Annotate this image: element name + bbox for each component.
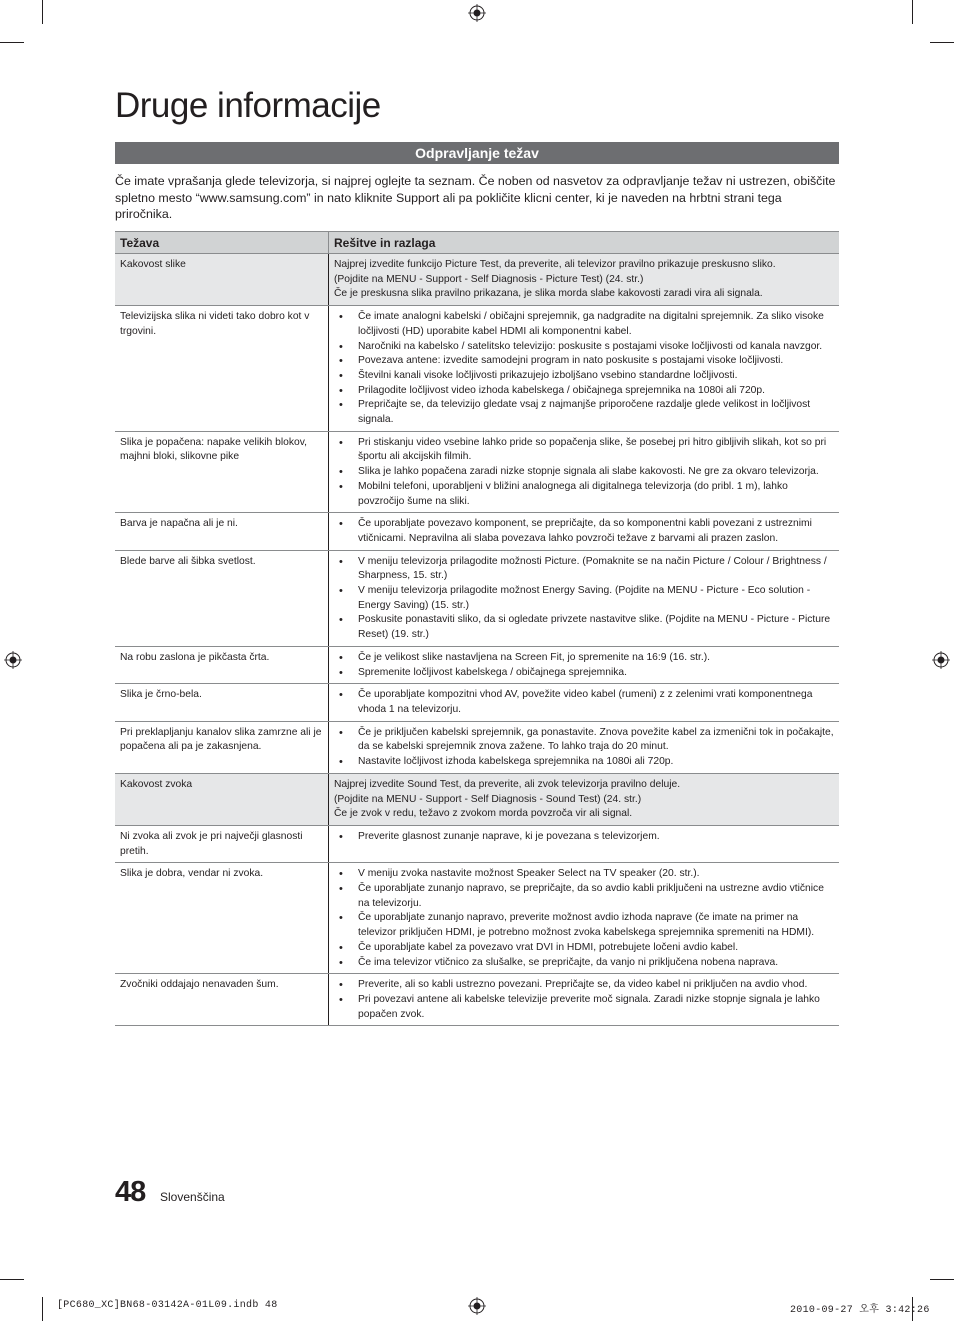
list-item: • Če je velikost slike nastavljena na Screen Fit, jo spremenite na 16:9 (16. str.).	[334, 651, 834, 666]
list-item: • Nastavite ločljivost izhoda kabelskega sprejemnika na 1080i ali 720p.	[334, 755, 834, 770]
problem-cell: Slika je popačena: napake velikih blokov, majhni bloki, slikovne pike	[115, 431, 329, 513]
table-row	[115, 513, 839, 550]
solution-cell	[329, 646, 840, 683]
table-row	[115, 773, 839, 825]
language-label: Slovenščina	[160, 1190, 225, 1204]
list-item: • Poskusite ponastaviti sliko, da si ogledate privzete nastavitve slike. (Pojdite na MENU - Picture - Picture Reset) (19. str.)	[334, 613, 834, 642]
list-item: • Mobilni telefoni, uporabljeni v bližini analognega ali digitalnega televizorja (do pribl. 1 m), lahko povzročijo šume na sliki.	[334, 480, 834, 509]
list-item: • Slika je lahko popačena zaradi nizke stopnje signala ali slabe kakovosti. Ne gre za okvaro televizorja.	[334, 465, 834, 480]
list-item: • Naročniki na kabelsko / satelitsko televizijo: poskusite s postajami visoke ločljivosti od kanala navzgor.	[334, 340, 834, 355]
table-row	[115, 863, 839, 974]
list-item: • Spremenite ločljivost kabelskega / običajnega sprejemnika.	[334, 666, 834, 681]
crop-mark	[930, 42, 954, 43]
solution-cell	[329, 513, 840, 550]
table-row	[115, 974, 839, 1026]
header-solutions: Rešitve in razlaga	[329, 232, 840, 254]
solution-text: Najprej izvedite funkcijo Picture Test, da preverite, ali televizor pravilno prikazuje preskusno sliko.	[334, 259, 776, 270]
solution-cell	[329, 773, 840, 825]
intro-paragraph: Če imate vprašanja glede televizorja, si najprej oglejte ta seznam. Če noben od nasvetov za odpravljanje težav ni ustrezen, obiščite spletno mesto “www.samsung.com” in nato kliknite Support ali pa pokličite klicni center, ki je naveden na hrbtni strani tega priročnika.	[115, 174, 836, 221]
list-item: • Če uporabljate kabel za povezavo vrat DVI in HDMI, potrebujete ločeni avdio kabel.	[334, 941, 834, 956]
problem-cell: Na robu zaslona je pikčasta črta.	[115, 646, 329, 683]
problem-cell: Slika je dobra, vendar ni zvoka.	[115, 863, 329, 974]
table-row	[115, 431, 839, 513]
table-row	[115, 721, 839, 773]
footer-timestamp: 2010-09-27 오후 3:42:26	[790, 1305, 930, 1316]
list-item: • Preverite, ali so kabli ustrezno povezani. Prepričajte se, da video kabel ni priključen na avdio vhod.	[334, 978, 834, 993]
crop-mark	[0, 42, 24, 43]
list-item: • Prilagodite ločljivost video izhoda kabelskega / običajnega sprejemnika na 1080i ali 720p.	[334, 384, 834, 399]
header-problem: Težava	[115, 232, 329, 254]
solution-cell	[329, 306, 840, 432]
solution-text: (Pojdite na MENU - Support - Self Diagnosis - Sound Test) (24. str.)	[334, 793, 642, 805]
crop-mark	[912, 0, 913, 24]
crop-mark	[42, 1297, 43, 1321]
page-title: Druge informacije	[115, 86, 381, 125]
table-row	[115, 684, 839, 721]
list-item: • Če imate analogni kabelski / običajni sprejemnik, ga nadgradite na digitalni sprejemnik. Za sliko visoke ločljivosti (HD) uporabite kabel HDMI ali komponentni kabel.	[334, 310, 834, 339]
registration-target-icon	[468, 4, 486, 22]
list-item: • Prepričajte se, da televizijo gledate vsaj z najmanjše priporočene razdalje glede velikost in ločljivost signala.	[334, 398, 834, 427]
problem-cell: Barva je napačna ali je ni.	[115, 513, 329, 550]
problem-cell: Ni zvoka ali zvok je pri največji glasnosti pretih.	[115, 825, 329, 862]
problem-cell: Blede barve ali šibka svetlost.	[115, 550, 329, 646]
list-item: • Če ima televizor vtičnico za slušalke, se prepričajte, da vanjo ni priključena nobena naprava.	[334, 956, 834, 971]
solution-text: Najprej izvedite Sound Test, da preverite, ali zvok televizorja pravilno deluje.	[334, 778, 681, 790]
solution-cell	[329, 721, 840, 773]
problem-cell: Pri preklapljanju kanalov slika zamrzne ali je popačena ali pa je zakasnjena.	[115, 721, 329, 773]
registration-target-icon	[468, 1297, 486, 1315]
registration-target-icon	[4, 651, 22, 669]
table-row	[115, 550, 839, 646]
solution-cell	[329, 974, 840, 1026]
section-title: Odpravljanje težav	[115, 142, 839, 164]
table-row	[115, 646, 839, 683]
page-number: 48	[115, 1176, 146, 1208]
registration-target-icon	[932, 651, 950, 669]
problem-cell: Zvočniki oddajajo nenavaden šum.	[115, 974, 329, 1026]
solution-cell	[329, 431, 840, 513]
list-item: • Če uporabljate kompozitni vhod AV, povežite video kabel (rumeni) z z zelenimi vrati komponentnega vhoda 1 na televizorju.	[334, 688, 834, 717]
problem-cell: Slika je črno-bela.	[115, 684, 329, 721]
solution-text: Če je preskusna slika pravilno prikazana, je slika morda slabe kakovosti zaradi vira ali signala.	[334, 288, 763, 300]
solution-text: (Pojdite na MENU - Support - Self Diagnosis - Picture Test) (24. str.)	[334, 273, 644, 285]
problem-cell: Kakovost slike	[115, 254, 329, 306]
solution-cell	[329, 684, 840, 721]
crop-mark	[930, 1279, 954, 1280]
troubleshooting-table	[115, 231, 839, 1026]
problem-cell: Televizijska slika ni videti tako dobro kot v trgovini.	[115, 306, 329, 432]
solution-cell	[329, 254, 840, 306]
solution-cell	[329, 825, 840, 862]
list-item: • Povezava antene: izvedite samodejni program in nato poskusite s postajami visoke ločljivosti.	[334, 354, 834, 369]
list-item: • Če je priključen kabelski sprejemnik, ga ponastavite. Znova povežite kabel za izmenični tok in počakajte, da se kabelski sprejemnik znova zažene. To lahko traja do 20 minut.	[334, 726, 834, 755]
list-item: • Pri stiskanju video vsebine lahko pride so popačenja slike, še posebej pri hitro gibljivih slikah, kot so pri športu ali akcijskih filmih.	[334, 436, 834, 465]
problem-cell: Kakovost zvoka	[115, 773, 329, 825]
list-item: • V meniju televizorja prilagodite možnosti Picture. (Pomaknite se na način Picture / Colour / Brightness / Sharpness, 15. str.)	[334, 555, 834, 584]
solution-text: Če je zvok v redu, težavo z zvokom morda povzroča vir ali signal.	[334, 808, 633, 820]
table-row	[115, 825, 839, 862]
table-row	[115, 306, 839, 432]
list-item: • Če uporabljate zunanjo napravo, preverite možnost avdio izhoda naprave (če imate na primer na televizor priključen HDMI, je potrebno možnost zvoka kabelskega sprejemnika spremeniti na HDMI).	[334, 911, 834, 940]
list-item: • Če uporabljate zunanjo napravo, se prepričajte, da so avdio kabli priključeni na ustrezne avdio vtičnice na televizorju.	[334, 882, 834, 911]
table-header-row	[115, 232, 839, 254]
crop-mark	[0, 1279, 24, 1280]
solution-cell	[329, 550, 840, 646]
list-item: • V meniju zvoka nastavite možnost Speaker Select na TV speaker (20. str.).	[334, 867, 834, 882]
list-item: • Pri povezavi antene ali kabelske televizije preverite moč signala. Zaradi nizke stopnje signala je lahko popačen zvok.	[334, 993, 834, 1022]
solution-cell	[329, 863, 840, 974]
table-row	[115, 254, 839, 306]
list-item: • V meniju televizorja prilagodite možnost Energy Saving. (Pojdite na MENU - Picture - Eco solution - Energy Saving) (15. str.)	[334, 584, 834, 613]
crop-mark	[42, 0, 43, 24]
list-item: • Številni kanali visoke ločljivosti prikazujejo izboljšano vsebino standardne ločljivosti.	[334, 369, 834, 384]
list-item: • Preverite glasnost zunanje naprave, ki je povezana s televizorjem.	[334, 830, 834, 845]
footer-file-info: [PC680_XC]BN68-03142A-01L09.indb 48	[57, 1300, 278, 1311]
list-item: • Če uporabljate povezavo komponent, se prepričajte, da so komponentni kabli povezani z ustreznimi vtičnicami. Nepravilna ali slaba povezava lahko povzroči težave z barvami ali prazen zaslon.	[334, 517, 834, 546]
